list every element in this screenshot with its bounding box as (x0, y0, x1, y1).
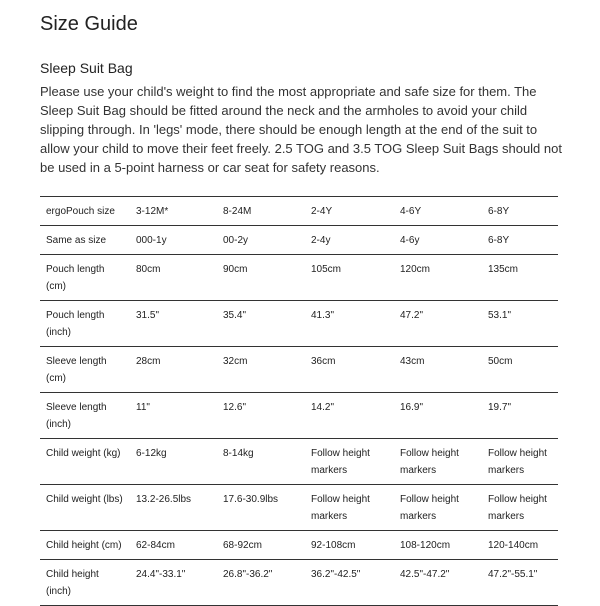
table-cell: 90cm (217, 255, 305, 301)
table-cell: 42.5"-47.2" (394, 560, 482, 606)
row-label: Same as size (40, 226, 130, 255)
table-cell: 14.2" (305, 393, 394, 439)
row-label: Child height (inch) (40, 560, 130, 606)
table-cell: 120-140cm (482, 531, 558, 560)
page-title: Size Guide (40, 13, 138, 35)
table-cell: 17.6-30.9lbs (217, 485, 305, 531)
size-table (40, 196, 558, 606)
table-cell: 2-4y (305, 226, 394, 255)
table-row (40, 226, 558, 255)
table-cell: 3-12M* (130, 197, 217, 226)
table-cell: Follow height markers (394, 485, 482, 531)
table-cell: 2-4Y (305, 197, 394, 226)
table-row (40, 347, 558, 393)
row-label: Child height (cm) (40, 531, 130, 560)
table-row (40, 393, 558, 439)
table-cell: 80cm (130, 255, 217, 301)
table-cell: Follow height markers (305, 485, 394, 531)
row-label: Child weight (kg) (40, 439, 130, 485)
table-cell: 13.2-26.5lbs (130, 485, 217, 531)
table-cell: 6-12kg (130, 439, 217, 485)
row-label: Pouch length (cm) (40, 255, 130, 301)
row-label: Child weight (lbs) (40, 485, 130, 531)
table-cell: 00-2y (217, 226, 305, 255)
table-cell: 36.2"-42.5" (305, 560, 394, 606)
section-subtitle: Sleep Suit Bag (40, 60, 133, 76)
table-row (40, 255, 558, 301)
row-label: Pouch length (inch) (40, 301, 130, 347)
table-row (40, 439, 558, 485)
table-row (40, 301, 558, 347)
table-cell: 105cm (305, 255, 394, 301)
table-cell: 4-6y (394, 226, 482, 255)
table-cell: 41.3" (305, 301, 394, 347)
table-cell: Follow height markers (482, 439, 558, 485)
table-cell: 108-120cm (394, 531, 482, 560)
table-cell: 68-92cm (217, 531, 305, 560)
table-cell: 12.6" (217, 393, 305, 439)
table-row (40, 485, 558, 531)
table-cell: 120cm (394, 255, 482, 301)
table-cell: 43cm (394, 347, 482, 393)
table-cell: 6-8Y (482, 197, 558, 226)
table-cell: 19.7" (482, 393, 558, 439)
table-cell: 50cm (482, 347, 558, 393)
table-cell: 92-108cm (305, 531, 394, 560)
table-cell: 35.4" (217, 301, 305, 347)
row-label: Sleeve length (cm) (40, 347, 130, 393)
table-cell: 26.8"-36.2" (217, 560, 305, 606)
table-cell: 28cm (130, 347, 217, 393)
table-cell: 135cm (482, 255, 558, 301)
table-row (40, 197, 558, 226)
table-cell: 6-8Y (482, 226, 558, 255)
table-row (40, 560, 558, 606)
table-cell: 36cm (305, 347, 394, 393)
row-label: ergoPouch size (40, 197, 130, 226)
table-cell: 47.2" (394, 301, 482, 347)
table-row (40, 531, 558, 560)
table-cell: 4-6Y (394, 197, 482, 226)
table-cell: Follow height markers (305, 439, 394, 485)
table-cell: 11" (130, 393, 217, 439)
table-cell: Follow height markers (482, 485, 558, 531)
table-cell: 000-1y (130, 226, 217, 255)
table-cell: 32cm (217, 347, 305, 393)
size-guide-description: Please use your child's weight to find the most appropriate and safe size for them. The Sleep Suit Bag should be fitted around the neck and the armholes to avoid your child slipping through. In 'legs' mode, there should be enough length at the end of the suit to allow your child to move their feet freely. 2.5 TOG and 3.5 TOG Sleep Suit Bags should not be used in a 5-point harness or car seat for safety reasons. (40, 84, 562, 175)
table-cell: 8-24M (217, 197, 305, 226)
table-cell: 62-84cm (130, 531, 217, 560)
table-cell: Follow height markers (394, 439, 482, 485)
table-cell: 31.5" (130, 301, 217, 347)
row-label: Sleeve length (inch) (40, 393, 130, 439)
table-cell: 16.9" (394, 393, 482, 439)
table-cell: 53.1" (482, 301, 558, 347)
table-cell: 47.2"-55.1" (482, 560, 558, 606)
table-cell: 24.4"-33.1" (130, 560, 217, 606)
table-cell: 8-14kg (217, 439, 305, 485)
